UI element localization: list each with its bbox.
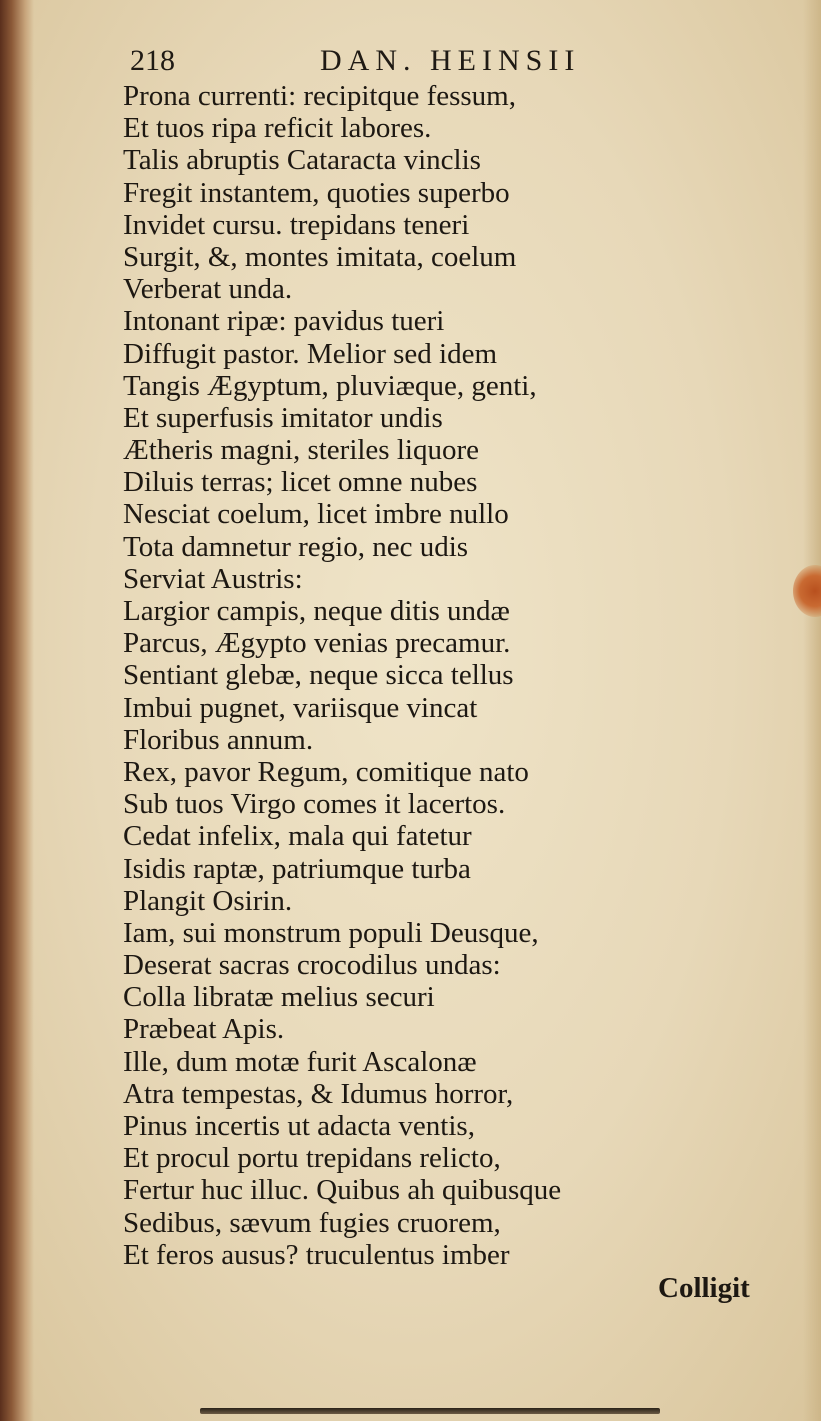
verse-line: Pinus incertis ut adacta ventis, <box>123 1110 475 1142</box>
verse-line: Sentiant glebæ, neque sicca tellus <box>123 659 514 692</box>
verse-line: Fregit instantem, quoties superbo <box>123 176 510 209</box>
running-head: DAN. HEINSII <box>320 44 581 77</box>
verse-line: Floribus annum. <box>123 723 314 756</box>
verse-line: Sedibus, sævum fugies cruorem, <box>123 1206 501 1239</box>
verse-line: Rex, pavor Regum, comitique nato <box>123 755 529 788</box>
verse-line: Ille, dum motæ furit Ascalonæ <box>123 1045 477 1078</box>
verse-line: Imbui pugnet, variisque vincat <box>123 691 478 724</box>
verse-line: Diffugit pastor. Melior sed idem <box>123 337 497 370</box>
verse-line: Nesciat coelum, licet imbre nullo <box>123 498 509 531</box>
bottom-edge-shadow <box>200 1408 660 1414</box>
binding-gutter <box>0 0 34 1421</box>
verse-line: Intonant ripæ: pavidus tueri <box>123 305 445 338</box>
verse-line: Diluis terras; licet omne nubes <box>123 466 478 499</box>
verse-line: Tota damnetur regio, nec udis <box>123 530 469 563</box>
verse-line: Plangit Osirin. <box>123 884 293 917</box>
verse-line: Invidet cursu. trepidans teneri <box>123 208 470 241</box>
verse-line: Isidis raptæ, patriumque turba <box>123 852 471 885</box>
verse-line: Parcus, Ægypto venias precamur. <box>123 627 511 660</box>
verse-line: Prona currenti: recipitque fessum, <box>123 80 516 112</box>
ink-stain <box>793 565 821 617</box>
verse-line: Largior campis, neque ditis undæ <box>123 595 510 627</box>
verse-line: Ætheris magni, steriles liquore <box>123 434 479 467</box>
verse-line: Præbeat Apis. <box>123 1013 285 1046</box>
verse-line: Cedat infelix, mala qui fatetur <box>123 820 472 853</box>
verse-line: Tangis Ægyptum, pluviæque, genti, <box>123 369 537 402</box>
verse-line: Et tuos ripa reficit labores. <box>123 112 432 145</box>
verse-line: Et superfusis imitator undis <box>123 401 443 434</box>
verse-line: Et feros ausus? truculentus imber <box>123 1238 510 1271</box>
page-header <box>130 44 600 84</box>
verse-line: Fertur huc illuc. Quibus ah quibusque <box>123 1174 562 1207</box>
verse-line: Atra tempestas, & Idumus horror, <box>123 1077 514 1110</box>
verse-line: Colla libratæ melius securi <box>123 981 435 1014</box>
verse-line: Verberat unda. <box>123 273 293 306</box>
verse-line: Serviat Austris: <box>123 562 303 595</box>
page-number: 218 <box>130 44 175 77</box>
verse-line: Talis abruptis Cataracta vinclis <box>123 144 481 177</box>
verse-line: Surgit, &, montes imitata, coelum <box>123 240 517 273</box>
catchword: Colligit <box>658 1272 750 1304</box>
verse-line: Deserat sacras crocodilus undas: <box>123 949 501 982</box>
verse-line: Et procul portu trepidans relicto, <box>123 1142 501 1175</box>
poem-text <box>123 80 623 1271</box>
page-edge <box>803 0 821 1421</box>
verse-line: Sub tuos Virgo comes it lacertos. <box>123 788 506 821</box>
verse-line: Iam, sui monstrum populi Deusque, <box>123 916 539 949</box>
